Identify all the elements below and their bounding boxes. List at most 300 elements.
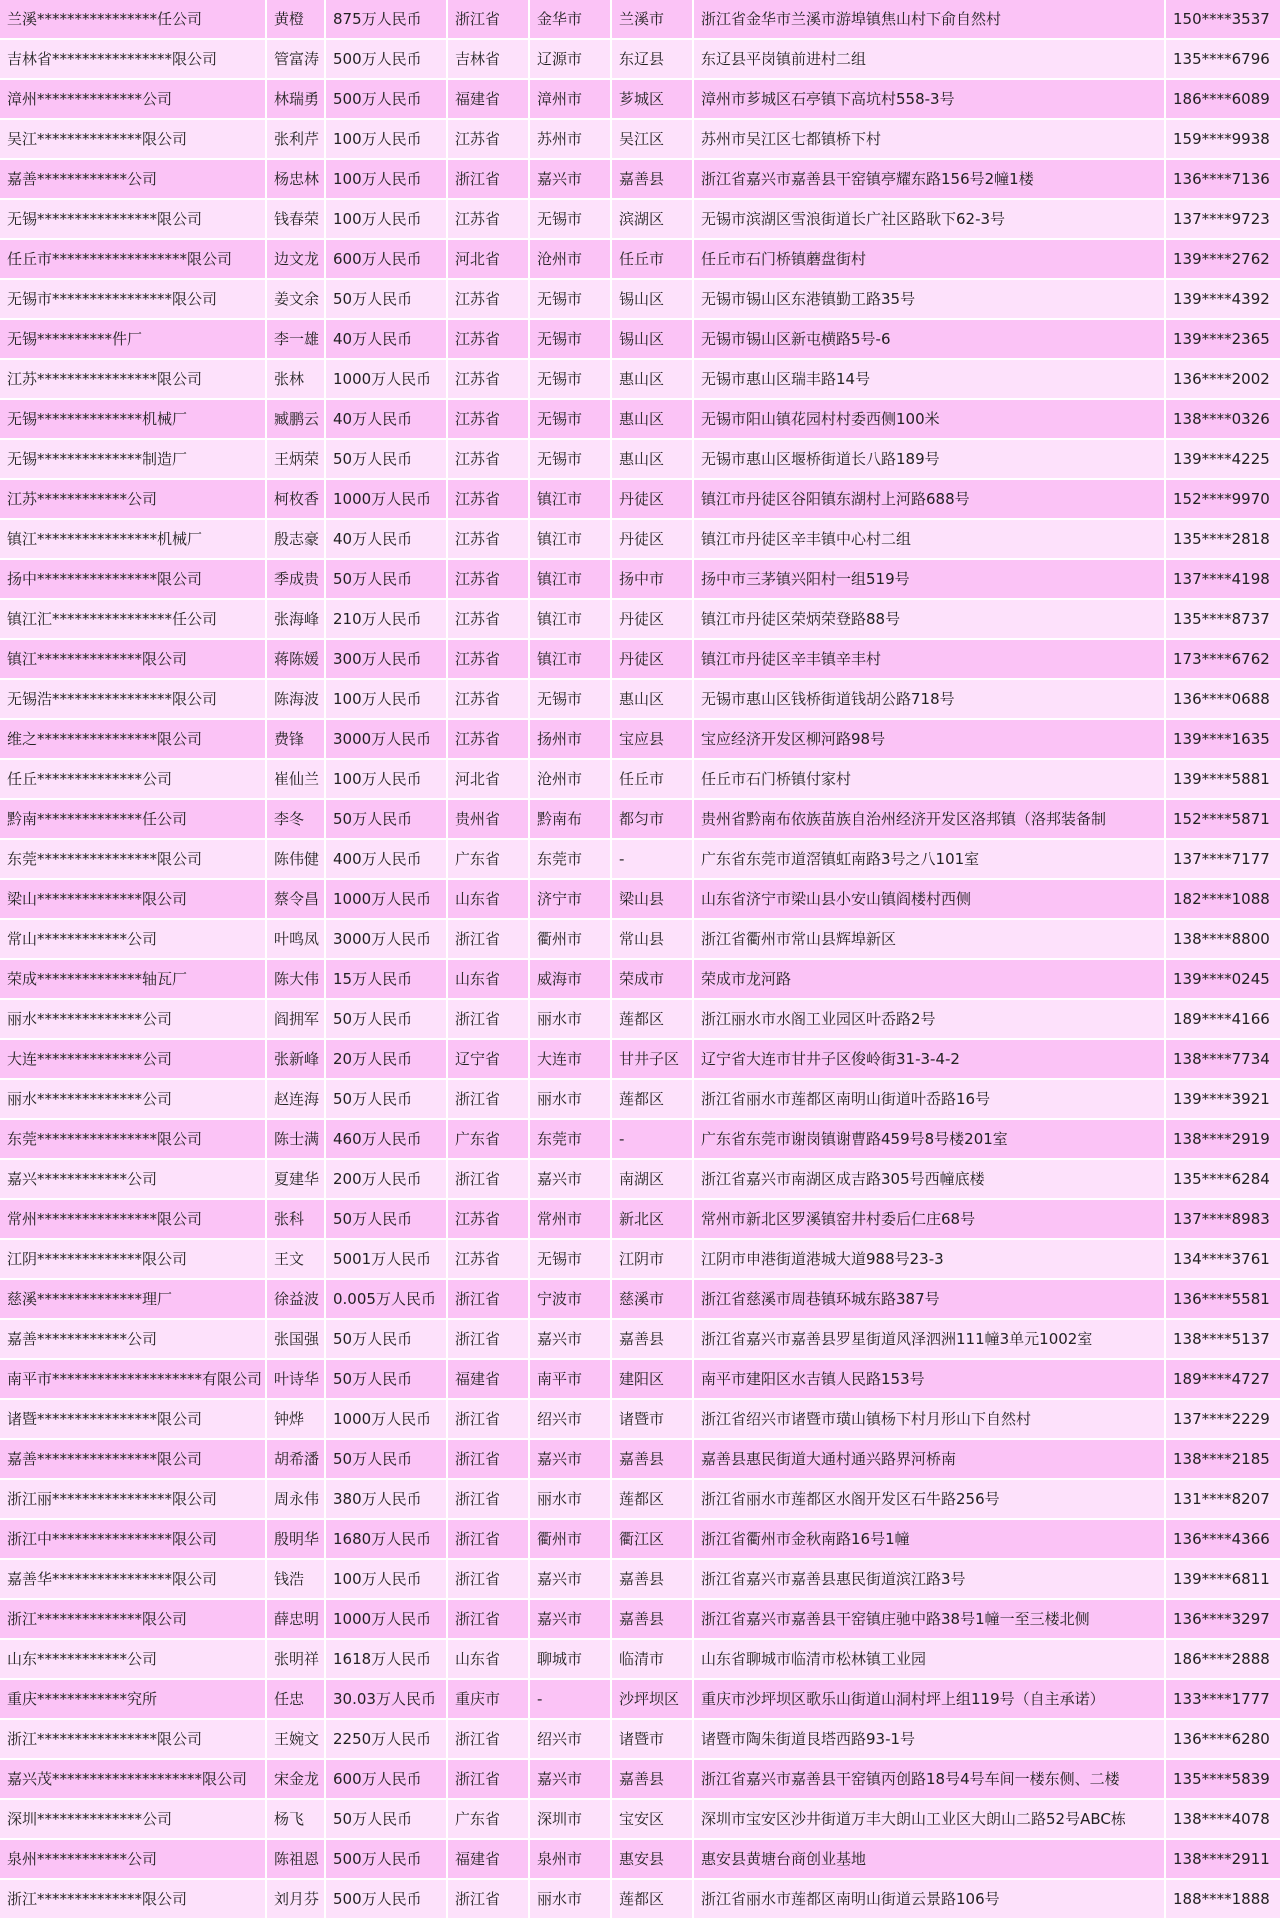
- table-row: [0, 720, 1280, 758]
- registered-capital-cell: 50万人民币: [326, 1360, 446, 1398]
- district-cell: 诸暨市: [612, 1720, 692, 1758]
- address-cell: 嘉善县惠民街道大通村通兴路界河桥南: [694, 1440, 1164, 1478]
- contact-person-cell: 姜文余: [267, 280, 324, 318]
- city-cell: 沧州市: [530, 760, 610, 798]
- table-row: [0, 400, 1280, 438]
- company-name-cell: 嘉善华****************限公司: [0, 1560, 265, 1598]
- company-name-cell: 浙江****************限公司: [0, 1720, 265, 1758]
- registered-capital-cell: 2250万人民币: [326, 1720, 446, 1758]
- phone-cell: 139****4392: [1166, 280, 1280, 318]
- district-cell: -: [612, 840, 692, 878]
- province-cell: 江苏省: [448, 280, 528, 318]
- company-name-cell: 深圳**************公司: [0, 1800, 265, 1838]
- registered-capital-cell: 40万人民币: [326, 520, 446, 558]
- contact-person-cell: 薛忠明: [267, 1600, 324, 1638]
- address-cell: 浙江省金华市兰溪市游埠镇焦山村下俞自然村: [694, 0, 1164, 38]
- city-cell: 镇江市: [530, 480, 610, 518]
- contact-person-cell: 陈伟健: [267, 840, 324, 878]
- phone-cell: 139****2365: [1166, 320, 1280, 358]
- registered-capital-cell: 500万人民币: [326, 1880, 446, 1918]
- province-cell: 江苏省: [448, 640, 528, 678]
- city-cell: 无锡市: [530, 680, 610, 718]
- company-name-cell: 荣成**************轴瓦厂: [0, 960, 265, 998]
- address-cell: 浙江省绍兴市诸暨市璜山镇杨下村月形山下自然村: [694, 1400, 1164, 1438]
- table-row: [0, 40, 1280, 78]
- province-cell: 浙江省: [448, 1520, 528, 1558]
- district-cell: 丹徒区: [612, 640, 692, 678]
- company-name-cell: 慈溪**************理厂: [0, 1280, 265, 1318]
- company-name-cell: 东莞****************限公司: [0, 840, 265, 878]
- registered-capital-cell: 100万人民币: [326, 1560, 446, 1598]
- phone-cell: 186****2888: [1166, 1640, 1280, 1678]
- province-cell: 江苏省: [448, 440, 528, 478]
- phone-cell: 137****9723: [1166, 200, 1280, 238]
- address-cell: 扬中市三茅镇兴阳村一组519号: [694, 560, 1164, 598]
- table-row: [0, 1280, 1280, 1318]
- phone-cell: 138****2185: [1166, 1440, 1280, 1478]
- company-name-cell: 浙江**************限公司: [0, 1600, 265, 1638]
- city-cell: 嘉兴市: [530, 1320, 610, 1358]
- address-cell: 无锡市阳山镇花园村村委西侧100米: [694, 400, 1164, 438]
- contact-person-cell: 陈海波: [267, 680, 324, 718]
- district-cell: 新北区: [612, 1200, 692, 1238]
- company-name-cell: 维之****************限公司: [0, 720, 265, 758]
- registered-capital-cell: 50万人民币: [326, 1200, 446, 1238]
- city-cell: 嘉兴市: [530, 1560, 610, 1598]
- table-row: [0, 1200, 1280, 1238]
- city-cell: 绍兴市: [530, 1720, 610, 1758]
- district-cell: 任丘市: [612, 760, 692, 798]
- district-cell: 惠山区: [612, 680, 692, 718]
- table-row: [0, 1600, 1280, 1638]
- contact-person-cell: 阎拥军: [267, 1000, 324, 1038]
- city-cell: 无锡市: [530, 200, 610, 238]
- address-cell: 无锡市滨湖区雪浪街道长广社区路耿下62-3号: [694, 200, 1164, 238]
- contact-person-cell: 张新峰: [267, 1040, 324, 1078]
- address-cell: 漳州市芗城区石亭镇下高坑村558-3号: [694, 80, 1164, 118]
- province-cell: 福建省: [448, 1840, 528, 1878]
- province-cell: 浙江省: [448, 1080, 528, 1118]
- province-cell: 山东省: [448, 1640, 528, 1678]
- registered-capital-cell: 3000万人民币: [326, 720, 446, 758]
- district-cell: 常山县: [612, 920, 692, 958]
- registered-capital-cell: 1000万人民币: [326, 480, 446, 518]
- city-cell: 南平市: [530, 1360, 610, 1398]
- table-row: [0, 240, 1280, 278]
- city-cell: 扬州市: [530, 720, 610, 758]
- phone-cell: 159****9938: [1166, 120, 1280, 158]
- address-cell: 镇江市丹徒区辛丰镇中心村二组: [694, 520, 1164, 558]
- address-cell: 浙江丽水市水阁工业园区叶岙路2号: [694, 1000, 1164, 1038]
- address-cell: 深圳市宝安区沙井街道万丰大朗山工业区大朗山二路52号ABC栋: [694, 1800, 1164, 1838]
- phone-cell: 139****3921: [1166, 1080, 1280, 1118]
- city-cell: 丽水市: [530, 1000, 610, 1038]
- district-cell: 嘉善县: [612, 1560, 692, 1598]
- province-cell: 浙江省: [448, 1560, 528, 1598]
- contact-person-cell: 蔡令昌: [267, 880, 324, 918]
- registered-capital-cell: 210万人民币: [326, 600, 446, 638]
- table-row: [0, 960, 1280, 998]
- address-cell: 荣成市龙河路: [694, 960, 1164, 998]
- registered-capital-cell: 1000万人民币: [326, 360, 446, 398]
- province-cell: 浙江省: [448, 1160, 528, 1198]
- contact-person-cell: 陈祖恩: [267, 1840, 324, 1878]
- address-cell: 浙江省嘉兴市南湖区成吉路305号西幢底楼: [694, 1160, 1164, 1198]
- company-name-cell: 漳州**************公司: [0, 80, 265, 118]
- contact-person-cell: 叶鸣凤: [267, 920, 324, 958]
- registered-capital-cell: 20万人民币: [326, 1040, 446, 1078]
- company-name-cell: 江苏****************限公司: [0, 360, 265, 398]
- province-cell: 浙江省: [448, 1720, 528, 1758]
- city-cell: 无锡市: [530, 320, 610, 358]
- district-cell: 吴江区: [612, 120, 692, 158]
- city-cell: -: [530, 1680, 610, 1718]
- table-row: [0, 280, 1280, 318]
- table-row: [0, 1000, 1280, 1038]
- contact-person-cell: 胡希潘: [267, 1440, 324, 1478]
- city-cell: 丽水市: [530, 1880, 610, 1918]
- contact-person-cell: 蒋陈媛: [267, 640, 324, 678]
- table-row: [0, 680, 1280, 718]
- province-cell: 浙江省: [448, 1320, 528, 1358]
- registered-capital-cell: 50万人民币: [326, 800, 446, 838]
- table-row: [0, 120, 1280, 158]
- phone-cell: 137****8983: [1166, 1200, 1280, 1238]
- city-cell: 嘉兴市: [530, 1600, 610, 1638]
- city-cell: 深圳市: [530, 1800, 610, 1838]
- city-cell: 镇江市: [530, 560, 610, 598]
- province-cell: 广东省: [448, 1120, 528, 1158]
- contact-person-cell: 殷明华: [267, 1520, 324, 1558]
- company-name-cell: 诸暨****************限公司: [0, 1400, 265, 1438]
- contact-person-cell: 钟烨: [267, 1400, 324, 1438]
- registered-capital-cell: 300万人民币: [326, 640, 446, 678]
- province-cell: 浙江省: [448, 1440, 528, 1478]
- contact-person-cell: 李一雄: [267, 320, 324, 358]
- district-cell: 兰溪市: [612, 0, 692, 38]
- company-name-cell: 嘉善************公司: [0, 160, 265, 198]
- registered-capital-cell: 40万人民币: [326, 400, 446, 438]
- district-cell: 莲都区: [612, 1480, 692, 1518]
- registered-capital-cell: 40万人民币: [326, 320, 446, 358]
- contact-person-cell: 柯枚香: [267, 480, 324, 518]
- company-name-cell: 常州****************限公司: [0, 1200, 265, 1238]
- province-cell: 江苏省: [448, 680, 528, 718]
- city-cell: 绍兴市: [530, 1400, 610, 1438]
- company-name-cell: 无锡市****************限公司: [0, 280, 265, 318]
- address-cell: 诸暨市陶朱街道艮塔西路93-1号: [694, 1720, 1164, 1758]
- contact-person-cell: 钱浩: [267, 1560, 324, 1598]
- district-cell: 丹徒区: [612, 480, 692, 518]
- registered-capital-cell: 1618万人民币: [326, 1640, 446, 1678]
- phone-cell: 139****6811: [1166, 1560, 1280, 1598]
- province-cell: 浙江省: [448, 1600, 528, 1638]
- contact-person-cell: 张国强: [267, 1320, 324, 1358]
- registered-capital-cell: 500万人民币: [326, 40, 446, 78]
- phone-cell: 152****5871: [1166, 800, 1280, 838]
- registered-capital-cell: 50万人民币: [326, 560, 446, 598]
- city-cell: 无锡市: [530, 440, 610, 478]
- district-cell: 都匀市: [612, 800, 692, 838]
- company-name-cell: 任丘**************公司: [0, 760, 265, 798]
- city-cell: 黔南布: [530, 800, 610, 838]
- registered-capital-cell: 50万人民币: [326, 1440, 446, 1478]
- phone-cell: 137****7177: [1166, 840, 1280, 878]
- phone-cell: 152****9970: [1166, 480, 1280, 518]
- company-name-cell: 山东************公司: [0, 1640, 265, 1678]
- phone-cell: 136****2002: [1166, 360, 1280, 398]
- province-cell: 吉林省: [448, 40, 528, 78]
- phone-cell: 189****4727: [1166, 1360, 1280, 1398]
- district-cell: 锡山区: [612, 280, 692, 318]
- phone-cell: 189****4166: [1166, 1000, 1280, 1038]
- phone-cell: 138****4078: [1166, 1800, 1280, 1838]
- city-cell: 镇江市: [530, 640, 610, 678]
- address-cell: 浙江省丽水市莲都区南明山街道云景路106号: [694, 1880, 1164, 1918]
- city-cell: 泉州市: [530, 1840, 610, 1878]
- table-row: [0, 1440, 1280, 1478]
- company-name-cell: 嘉善************公司: [0, 1320, 265, 1358]
- phone-cell: 188****1888: [1166, 1880, 1280, 1918]
- company-name-cell: 丽水**************公司: [0, 1080, 265, 1118]
- registered-capital-cell: 1000万人民币: [326, 880, 446, 918]
- company-name-cell: 无锡**************机械厂: [0, 400, 265, 438]
- company-name-cell: 浙江丽****************限公司: [0, 1480, 265, 1518]
- phone-cell: 186****6089: [1166, 80, 1280, 118]
- city-cell: 苏州市: [530, 120, 610, 158]
- province-cell: 广东省: [448, 1800, 528, 1838]
- company-name-cell: 江阴**************限公司: [0, 1240, 265, 1278]
- address-cell: 宝应经济开发区柳河路98号: [694, 720, 1164, 758]
- district-cell: 锡山区: [612, 320, 692, 358]
- city-cell: 嘉兴市: [530, 1440, 610, 1478]
- registered-capital-cell: 500万人民币: [326, 1840, 446, 1878]
- province-cell: 江苏省: [448, 600, 528, 638]
- district-cell: 建阳区: [612, 1360, 692, 1398]
- contact-person-cell: 徐益波: [267, 1280, 324, 1318]
- province-cell: 重庆市: [448, 1680, 528, 1718]
- phone-cell: 182****1088: [1166, 880, 1280, 918]
- city-cell: 衢州市: [530, 1520, 610, 1558]
- phone-cell: 136****7136: [1166, 160, 1280, 198]
- district-cell: 江阴市: [612, 1240, 692, 1278]
- registered-capital-cell: 100万人民币: [326, 200, 446, 238]
- phone-cell: 173****6762: [1166, 640, 1280, 678]
- address-cell: 浙江省衢州市金秋南路16号1幢: [694, 1520, 1164, 1558]
- address-cell: 浙江省嘉兴市嘉善县干窑镇丙创路18号4号车间一楼东侧、二楼: [694, 1760, 1164, 1798]
- address-cell: 山东省济宁市梁山县小安山镇阎楼村西侧: [694, 880, 1164, 918]
- address-cell: 任丘市石门桥镇付家村: [694, 760, 1164, 798]
- city-cell: 衢州市: [530, 920, 610, 958]
- table-row: [0, 1360, 1280, 1398]
- contact-person-cell: 张林: [267, 360, 324, 398]
- city-cell: 东莞市: [530, 1120, 610, 1158]
- table-row: [0, 200, 1280, 238]
- contact-person-cell: 殷志豪: [267, 520, 324, 558]
- province-cell: 浙江省: [448, 1400, 528, 1438]
- table-row: [0, 1520, 1280, 1558]
- phone-cell: 134****3761: [1166, 1240, 1280, 1278]
- company-name-cell: 吴江**************限公司: [0, 120, 265, 158]
- phone-cell: 135****6796: [1166, 40, 1280, 78]
- city-cell: 宁波市: [530, 1280, 610, 1318]
- city-cell: 沧州市: [530, 240, 610, 278]
- company-name-cell: 无锡****************限公司: [0, 200, 265, 238]
- contact-person-cell: 林瑞勇: [267, 80, 324, 118]
- registered-capital-cell: 30.03万人民币: [326, 1680, 446, 1718]
- district-cell: 沙坪坝区: [612, 1680, 692, 1718]
- company-name-cell: 任丘市******************限公司: [0, 240, 265, 278]
- table-row: [0, 1120, 1280, 1158]
- district-cell: 莲都区: [612, 1080, 692, 1118]
- table-row: [0, 160, 1280, 198]
- table-row: [0, 1560, 1280, 1598]
- province-cell: 浙江省: [448, 0, 528, 38]
- province-cell: 福建省: [448, 80, 528, 118]
- phone-cell: 138****8800: [1166, 920, 1280, 958]
- city-cell: 无锡市: [530, 1240, 610, 1278]
- province-cell: 江苏省: [448, 720, 528, 758]
- address-cell: 无锡市锡山区新屯横路5号-6: [694, 320, 1164, 358]
- registered-capital-cell: 1000万人民币: [326, 1400, 446, 1438]
- phone-cell: 135****2818: [1166, 520, 1280, 558]
- contact-person-cell: 任忠: [267, 1680, 324, 1718]
- table-row: [0, 480, 1280, 518]
- province-cell: 广东省: [448, 840, 528, 878]
- district-cell: 嘉善县: [612, 1600, 692, 1638]
- contact-person-cell: 陈大伟: [267, 960, 324, 998]
- district-cell: 梁山县: [612, 880, 692, 918]
- address-cell: 南平市建阳区水吉镇人民路153号: [694, 1360, 1164, 1398]
- contact-person-cell: 夏建华: [267, 1160, 324, 1198]
- company-name-cell: 无锡**********件厂: [0, 320, 265, 358]
- city-cell: 嘉兴市: [530, 1760, 610, 1798]
- contact-person-cell: 管富涛: [267, 40, 324, 78]
- district-cell: 惠山区: [612, 400, 692, 438]
- district-cell: 惠山区: [612, 440, 692, 478]
- address-cell: 镇江市丹徒区辛丰镇辛丰村: [694, 640, 1164, 678]
- registered-capital-cell: 380万人民币: [326, 1480, 446, 1518]
- contact-person-cell: 张明祥: [267, 1640, 324, 1678]
- district-cell: 慈溪市: [612, 1280, 692, 1318]
- address-cell: 山东省聊城市临清市松林镇工业园: [694, 1640, 1164, 1678]
- district-cell: 滨湖区: [612, 200, 692, 238]
- city-cell: 济宁市: [530, 880, 610, 918]
- address-cell: 苏州市吴江区七都镇桥下村: [694, 120, 1164, 158]
- province-cell: 浙江省: [448, 920, 528, 958]
- phone-cell: 139****1635: [1166, 720, 1280, 758]
- contact-person-cell: 赵连海: [267, 1080, 324, 1118]
- table-row: [0, 760, 1280, 798]
- address-cell: 镇江市丹徒区荣炳荣登路88号: [694, 600, 1164, 638]
- table-row: [0, 800, 1280, 838]
- company-name-cell: 兰溪****************任公司: [0, 0, 265, 38]
- contact-person-cell: 陈士满: [267, 1120, 324, 1158]
- phone-cell: 137****4198: [1166, 560, 1280, 598]
- city-cell: 无锡市: [530, 400, 610, 438]
- table-row: [0, 1840, 1280, 1878]
- address-cell: 辽宁省大连市甘井子区俊岭街31-3-4-2: [694, 1040, 1164, 1078]
- table-row: [0, 1720, 1280, 1758]
- registered-capital-cell: 100万人民币: [326, 760, 446, 798]
- registered-capital-cell: 50万人民币: [326, 280, 446, 318]
- registered-capital-cell: 460万人民币: [326, 1120, 446, 1158]
- city-cell: 镇江市: [530, 600, 610, 638]
- table-row: [0, 1680, 1280, 1718]
- table-row: [0, 1040, 1280, 1078]
- district-cell: 宝应县: [612, 720, 692, 758]
- phone-cell: 135****5839: [1166, 1760, 1280, 1798]
- province-cell: 浙江省: [448, 1760, 528, 1798]
- company-name-cell: 嘉兴茂********************限公司: [0, 1760, 265, 1798]
- company-name-cell: 大连**************公司: [0, 1040, 265, 1078]
- phone-cell: 150****3537: [1166, 0, 1280, 38]
- province-cell: 福建省: [448, 1360, 528, 1398]
- phone-cell: 138****2919: [1166, 1120, 1280, 1158]
- address-cell: 任丘市石门桥镇蘑盘街村: [694, 240, 1164, 278]
- address-cell: 江阴市申港街道港城大道988号23-3: [694, 1240, 1164, 1278]
- address-cell: 浙江省嘉兴市嘉善县干窑镇庄驰中路38号1幢一至三楼北侧: [694, 1600, 1164, 1638]
- district-cell: -: [612, 1120, 692, 1158]
- company-name-cell: 浙江中****************限公司: [0, 1520, 265, 1558]
- table-row: [0, 840, 1280, 878]
- district-cell: 嘉善县: [612, 1320, 692, 1358]
- district-cell: 任丘市: [612, 240, 692, 278]
- company-name-cell: 南平市********************有限公司: [0, 1360, 265, 1398]
- province-cell: 浙江省: [448, 1480, 528, 1518]
- contact-person-cell: 杨飞: [267, 1800, 324, 1838]
- district-cell: 嘉善县: [612, 1760, 692, 1798]
- phone-cell: 138****7734: [1166, 1040, 1280, 1078]
- company-name-cell: 东莞****************限公司: [0, 1120, 265, 1158]
- district-cell: 衢江区: [612, 1520, 692, 1558]
- table-row: [0, 360, 1280, 398]
- phone-cell: 133****1777: [1166, 1680, 1280, 1718]
- table-row: [0, 880, 1280, 918]
- registered-capital-cell: 15万人民币: [326, 960, 446, 998]
- contact-person-cell: 臧鹏云: [267, 400, 324, 438]
- city-cell: 丽水市: [530, 1080, 610, 1118]
- address-cell: 浙江省慈溪市周巷镇环城东路387号: [694, 1280, 1164, 1318]
- company-name-cell: 无锡浩****************限公司: [0, 680, 265, 718]
- company-name-cell: 嘉兴************公司: [0, 1160, 265, 1198]
- contact-person-cell: 叶诗华: [267, 1360, 324, 1398]
- registered-capital-cell: 5001万人民币: [326, 1240, 446, 1278]
- address-cell: 无锡市惠山区钱桥街道钱胡公路718号: [694, 680, 1164, 718]
- table-row: [0, 1760, 1280, 1798]
- district-cell: 荣成市: [612, 960, 692, 998]
- province-cell: 江苏省: [448, 560, 528, 598]
- district-cell: 扬中市: [612, 560, 692, 598]
- district-cell: 宝安区: [612, 1800, 692, 1838]
- company-name-cell: 嘉善****************限公司: [0, 1440, 265, 1478]
- company-name-cell: 常山************公司: [0, 920, 265, 958]
- registered-capital-cell: 50万人民币: [326, 440, 446, 478]
- province-cell: 江苏省: [448, 1200, 528, 1238]
- district-cell: 嘉善县: [612, 1440, 692, 1478]
- address-cell: 无锡市锡山区东港镇勤工路35号: [694, 280, 1164, 318]
- table-row: [0, 1240, 1280, 1278]
- phone-cell: 136****5581: [1166, 1280, 1280, 1318]
- registered-capital-cell: 1680万人民币: [326, 1520, 446, 1558]
- company-name-cell: 江苏************公司: [0, 480, 265, 518]
- address-cell: 镇江市丹徒区谷阳镇东湖村上河路688号: [694, 480, 1164, 518]
- table-row: [0, 520, 1280, 558]
- district-cell: 东辽县: [612, 40, 692, 78]
- contact-person-cell: 王婉文: [267, 1720, 324, 1758]
- company-name-cell: 镇江****************机械厂: [0, 520, 265, 558]
- city-cell: 无锡市: [530, 280, 610, 318]
